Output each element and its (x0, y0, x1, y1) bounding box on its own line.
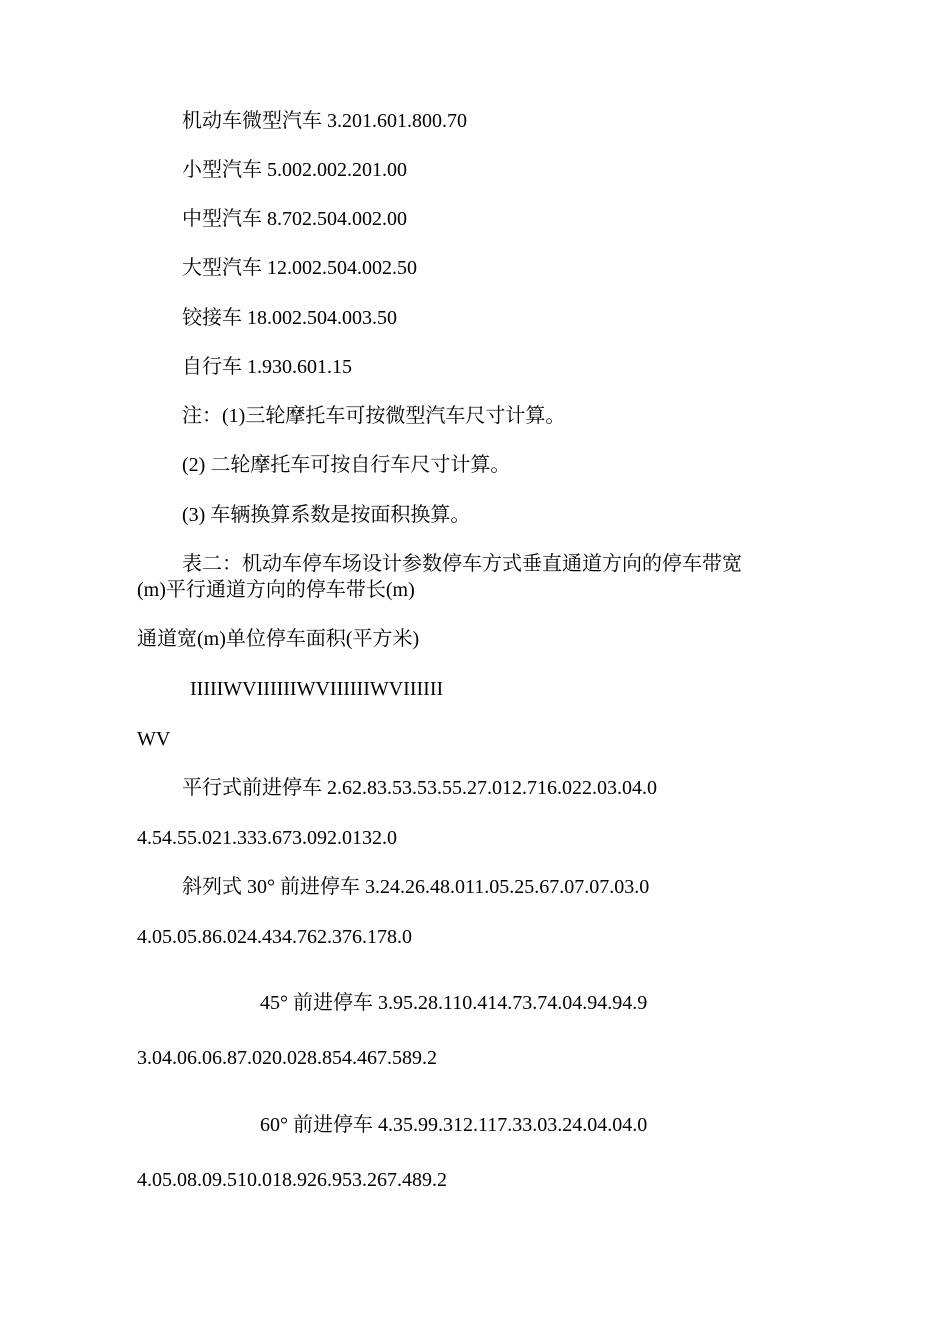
note-line: 注：(1)三轮摩托车可按微型汽车尺寸计算。 (182, 405, 566, 427)
table-row-continued: 3.04.06.06.87.020.028.854.467.589.2 (137, 1047, 437, 1069)
table-header-codes-continued: WV (137, 728, 171, 750)
table-header-line: 通道宽(m)单位停车面积(平方米) (137, 628, 420, 650)
table-caption-continued: (m)平行通道方向的停车带长(m) (137, 579, 415, 601)
note-line: (2) 二轮摩托车可按自行车尺寸计算。 (182, 454, 511, 476)
table-row: 平行式前进停车 2.62.83.53.53.55.27.012.716.022.03.04.0 (182, 777, 657, 799)
text-line: 自行车 1.930.601.15 (182, 356, 352, 378)
text-line: 小型汽车 5.002.002.201.00 (182, 159, 407, 181)
note-line: (3) 车辆换算系数是按面积换算。 (182, 504, 471, 526)
text-line: 铰接车 18.002.504.003.50 (182, 307, 397, 329)
text-line: 中型汽车 8.702.504.002.00 (182, 208, 407, 230)
table-row: 60° 前进停车 4.35.99.312.117.33.03.24.04.04.0 (260, 1114, 648, 1136)
text-line: 机动车微型汽车 3.201.601.800.70 (182, 110, 467, 132)
text-line: 大型汽车 12.002.504.002.50 (182, 257, 417, 279)
table-row-continued: 4.54.55.021.333.673.092.0132.0 (137, 827, 397, 849)
table-row-continued: 4.05.08.09.510.018.926.953.267.489.2 (137, 1169, 447, 1191)
table-row: 斜列式 30° 前进停车 3.24.26.48.011.05.25.67.07.07.03.0 (182, 876, 650, 898)
table-row-continued: 4.05.05.86.024.434.762.376.178.0 (137, 926, 412, 948)
table-caption: 表二：机动车停车场设计参数停车方式垂直通道方向的停车带宽 (182, 553, 742, 575)
table-row: 45° 前进停车 3.95.28.110.414.73.74.04.94.94.9 (260, 992, 648, 1014)
table-header-codes: IIIIIWVIIIIIIWVIIIIIIWVIIIIII (190, 678, 444, 700)
